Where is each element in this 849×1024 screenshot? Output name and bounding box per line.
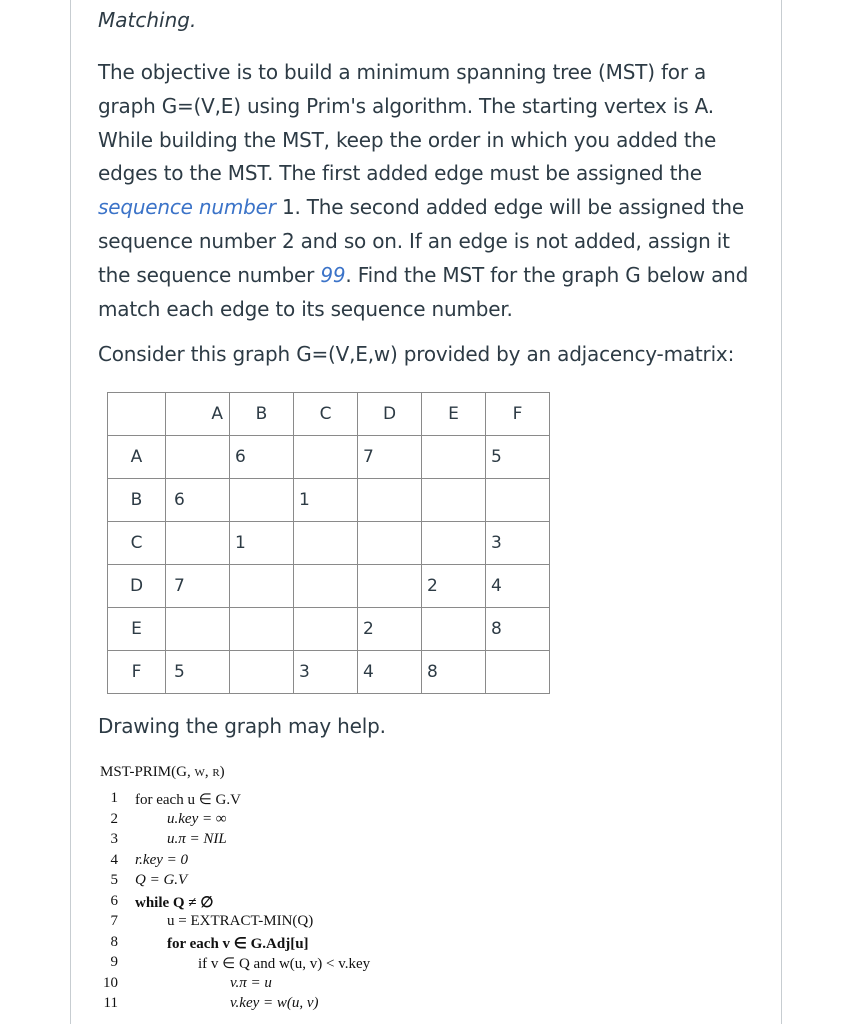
matrix-header-cell xyxy=(108,393,166,436)
matrix-cell xyxy=(166,436,230,479)
matrix-row-label: A xyxy=(108,436,166,479)
matrix-row xyxy=(108,522,550,565)
line-number: 9 xyxy=(110,954,118,970)
matrix-cell xyxy=(294,436,358,479)
matrix-cell: 3 xyxy=(486,522,550,565)
matrix-cell xyxy=(166,608,230,651)
matrix-row xyxy=(108,608,550,651)
matrix-cell xyxy=(230,565,294,608)
content-border-left xyxy=(70,0,71,1024)
line-number: 5 xyxy=(110,872,118,888)
matrix-row xyxy=(108,651,550,694)
line-number: 2 xyxy=(110,811,118,827)
line-number: 1 xyxy=(110,790,118,806)
pseudocode-line: for each v ∈ G.Adj[u] xyxy=(167,936,309,952)
matrix-row xyxy=(108,479,550,522)
line-number: 4 xyxy=(110,852,118,868)
matrix-cell xyxy=(230,651,294,694)
matrix-header-cell: F xyxy=(486,393,550,436)
matrix-header-row xyxy=(108,393,550,436)
matrix-cell xyxy=(358,479,422,522)
matrix-cell xyxy=(294,608,358,651)
matrix-row-label: E xyxy=(108,608,166,651)
sequence-number-term: sequence number xyxy=(98,195,276,220)
matrix-header-cell: A xyxy=(166,393,230,436)
consider-text: Consider this graph G=(V,E,w) provided by an adjacency-matrix: xyxy=(98,342,735,366)
sequence-99-term: 99 xyxy=(320,262,346,287)
matrix-cell xyxy=(358,522,422,565)
matrix-cell: 3 xyxy=(294,651,358,694)
matrix-row xyxy=(108,565,550,608)
matrix-cell: 2 xyxy=(422,565,486,608)
matrix-cell: 5 xyxy=(166,651,230,694)
pseudocode-line: u.π = NIL xyxy=(167,831,227,847)
matrix-cell xyxy=(166,522,230,565)
pseudocode-line: r.key = 0 xyxy=(135,852,189,868)
matrix-cell xyxy=(358,565,422,608)
matrix-row-label: D xyxy=(108,565,166,608)
line-number: 7 xyxy=(110,913,118,929)
matrix-header-cell: D xyxy=(358,393,422,436)
question-heading: Matching. xyxy=(98,8,197,32)
question-text xyxy=(98,56,766,326)
matrix-row-label: C xyxy=(108,522,166,565)
matrix-header-cell: C xyxy=(294,393,358,436)
matrix-cell: 7 xyxy=(166,565,230,608)
question-text-part1: The objective is to build a minimum spanning tree (MST) for a graph G=(V,E) using Prim's algorithm. The starting vertex is A. While building the MST, keep the order in which you added the edges to the MST. The first added edge must be assigned the xyxy=(98,60,717,186)
pseudocode-title: MST-PRIM(G, w, r) xyxy=(100,764,225,780)
drawing-hint: Drawing the graph may help. xyxy=(98,714,386,738)
matrix-header-cell: B xyxy=(230,393,294,436)
line-number: 3 xyxy=(110,831,118,847)
line-number: 6 xyxy=(110,893,118,909)
adjacency-matrix-table xyxy=(107,392,550,694)
pseudocode-line: u.key = ∞ xyxy=(167,811,227,827)
matrix-cell: 4 xyxy=(358,651,422,694)
matrix-cell: 7 xyxy=(358,436,422,479)
line-number: 10 xyxy=(103,975,118,991)
pseudocode-line: while Q ≠ ∅ xyxy=(135,895,214,911)
pseudocode-line: Q = G.V xyxy=(135,872,188,888)
matrix-cell: 6 xyxy=(230,436,294,479)
question-text-part2: 1. The second added edge will be assigned the sequence number 2 and so on. If an edge is not added, assign it the sequence number xyxy=(98,195,744,287)
matrix-cell: 6 xyxy=(166,479,230,522)
matrix-cell xyxy=(486,479,550,522)
matrix-row-label: F xyxy=(108,651,166,694)
matrix-cell xyxy=(230,479,294,522)
pseudocode-line: if v ∈ Q and w(u, v) < v.key xyxy=(198,956,371,972)
matrix-cell: 1 xyxy=(294,479,358,522)
matrix-cell xyxy=(294,522,358,565)
pseudocode-line: for each u ∈ G.V xyxy=(135,792,241,808)
line-number: 8 xyxy=(110,934,118,950)
matrix-cell: 4 xyxy=(486,565,550,608)
matrix-cell xyxy=(294,565,358,608)
matrix-cell: 1 xyxy=(230,522,294,565)
matrix-cell xyxy=(422,479,486,522)
question-text-part3: . Find the MST for the graph G below and match each edge to its sequence number. xyxy=(98,262,749,321)
pseudocode-line: u = EXTRACT-MIN(Q) xyxy=(167,913,314,929)
matrix-cell: 8 xyxy=(486,608,550,651)
content-border-right xyxy=(781,0,782,1024)
matrix-row-label: B xyxy=(108,479,166,522)
matrix-cell xyxy=(486,651,550,694)
matrix-cell: 8 xyxy=(422,651,486,694)
pseudocode-line: v.key = w(u, v) xyxy=(230,995,319,1011)
matrix-cell xyxy=(230,608,294,651)
matrix-cell: 5 xyxy=(486,436,550,479)
matrix-cell xyxy=(422,608,486,651)
pseudocode-line: v.π = u xyxy=(230,975,272,991)
matrix-cell: 2 xyxy=(358,608,422,651)
line-number: 11 xyxy=(103,995,118,1011)
matrix-header-cell: E xyxy=(422,393,486,436)
matrix-cell xyxy=(422,522,486,565)
matrix-row xyxy=(108,436,550,479)
matrix-cell xyxy=(422,436,486,479)
